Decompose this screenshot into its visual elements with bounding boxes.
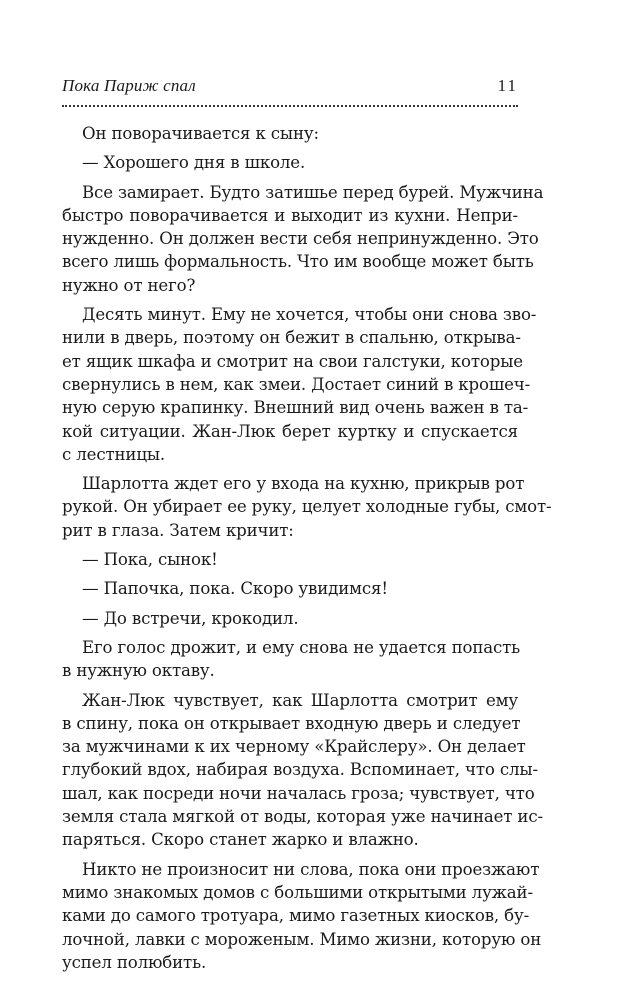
text-line: нили в дверь, поэтому он бежит в спальню, открыва- bbox=[62, 328, 521, 348]
page-number: 11 bbox=[497, 76, 518, 95]
text-line: рукой. Он убирает ее руку, целует холодные губы, смот- bbox=[62, 497, 552, 517]
text-line: Его голос дрожит, и ему снова не удается попасть bbox=[82, 637, 521, 657]
paragraph bbox=[82, 151, 518, 174]
text-line: Он поворачивается к сыну: bbox=[82, 124, 319, 143]
text-line: с лестницы. bbox=[62, 444, 166, 464]
text-line: Шарлотта ждет его у входа на кухню, прикрыв рот bbox=[82, 474, 525, 494]
text-line: в спину, пока он открывает входную дверь и следует bbox=[62, 713, 521, 733]
text-line: рит в глаза. Затем кричит: bbox=[62, 520, 294, 540]
text-line: Десять минут. Ему не хочется, чтобы они снова зво- bbox=[82, 305, 537, 325]
text-line: свернулись в нем, как змеи. Достает синий в крошеч- bbox=[62, 374, 531, 394]
text-line: паряться. Скоро станет жарко и влажно. bbox=[62, 830, 419, 850]
body-text bbox=[62, 122, 552, 974]
text-line: нужно от него? bbox=[62, 275, 196, 295]
text-line: — До встречи, крокодил. bbox=[82, 608, 299, 628]
text-line: — Хорошего дня в школе. bbox=[82, 153, 306, 173]
text-line: глубокий вдох, набирая воздуха. Вспоминает, что слы- bbox=[62, 760, 538, 780]
paragraph bbox=[82, 122, 518, 145]
header-divider bbox=[62, 105, 518, 107]
text-line: ет ящик шкафа и смотрит на свои галстуки, которые bbox=[62, 351, 523, 371]
paragraph bbox=[62, 689, 543, 852]
paragraph bbox=[62, 472, 552, 542]
text-line: в нужную октаву. bbox=[62, 661, 215, 681]
text-line: за мужчинами к их черному «Крайслеру». Он делает bbox=[62, 737, 526, 757]
text-line: мимо знакомых домов с большими открытыми лужай- bbox=[62, 882, 533, 902]
text-line: ками до самого тротуара, мимо газетных киосков, бу- bbox=[62, 906, 530, 926]
paragraph bbox=[62, 636, 521, 683]
paragraph bbox=[62, 303, 537, 466]
running-header bbox=[62, 76, 518, 100]
text-line: кой ситуации. Жан-Люк берет куртку и спускается bbox=[62, 421, 518, 441]
paragraph bbox=[62, 858, 542, 974]
text-line: успел полюбить. bbox=[62, 952, 207, 972]
text-line: Жан-Люк чувствует, как Шарлотта смотрит ему bbox=[82, 690, 518, 710]
text-line: лочной, лавки с мороженым. Мимо жизни, которую он bbox=[62, 929, 542, 949]
text-line: Все замирает. Будто затишье перед бурей. Мужчина bbox=[82, 182, 544, 202]
book-title: Пока Париж спал bbox=[62, 76, 196, 95]
text-line: шал, как посреди ночи началась гроза; чувствует, что bbox=[62, 783, 535, 803]
text-line: Никто не произносит ни слова, пока они проезжают bbox=[82, 859, 540, 879]
paragraph bbox=[82, 577, 518, 600]
text-line: земля стала мягкой от воды, которая уже начинает ис- bbox=[62, 807, 543, 827]
text-line: — Папочка, пока. Скоро увидимся! bbox=[82, 579, 388, 599]
text-line: — Пока, сынок! bbox=[82, 550, 218, 570]
paragraph bbox=[62, 181, 544, 297]
text-line: быстро поворачивается и выходит из кухни. Непри- bbox=[62, 205, 518, 225]
text-line: всего лишь формальность. Что им вообще может быть bbox=[62, 252, 534, 272]
paragraph bbox=[82, 548, 518, 571]
text-line: ную серую крапинку. Внешний вид очень важен в та- bbox=[62, 398, 529, 418]
text-line: нужденно. Он должен вести себя непринужденно. Это bbox=[62, 229, 539, 249]
paragraph bbox=[82, 607, 518, 630]
